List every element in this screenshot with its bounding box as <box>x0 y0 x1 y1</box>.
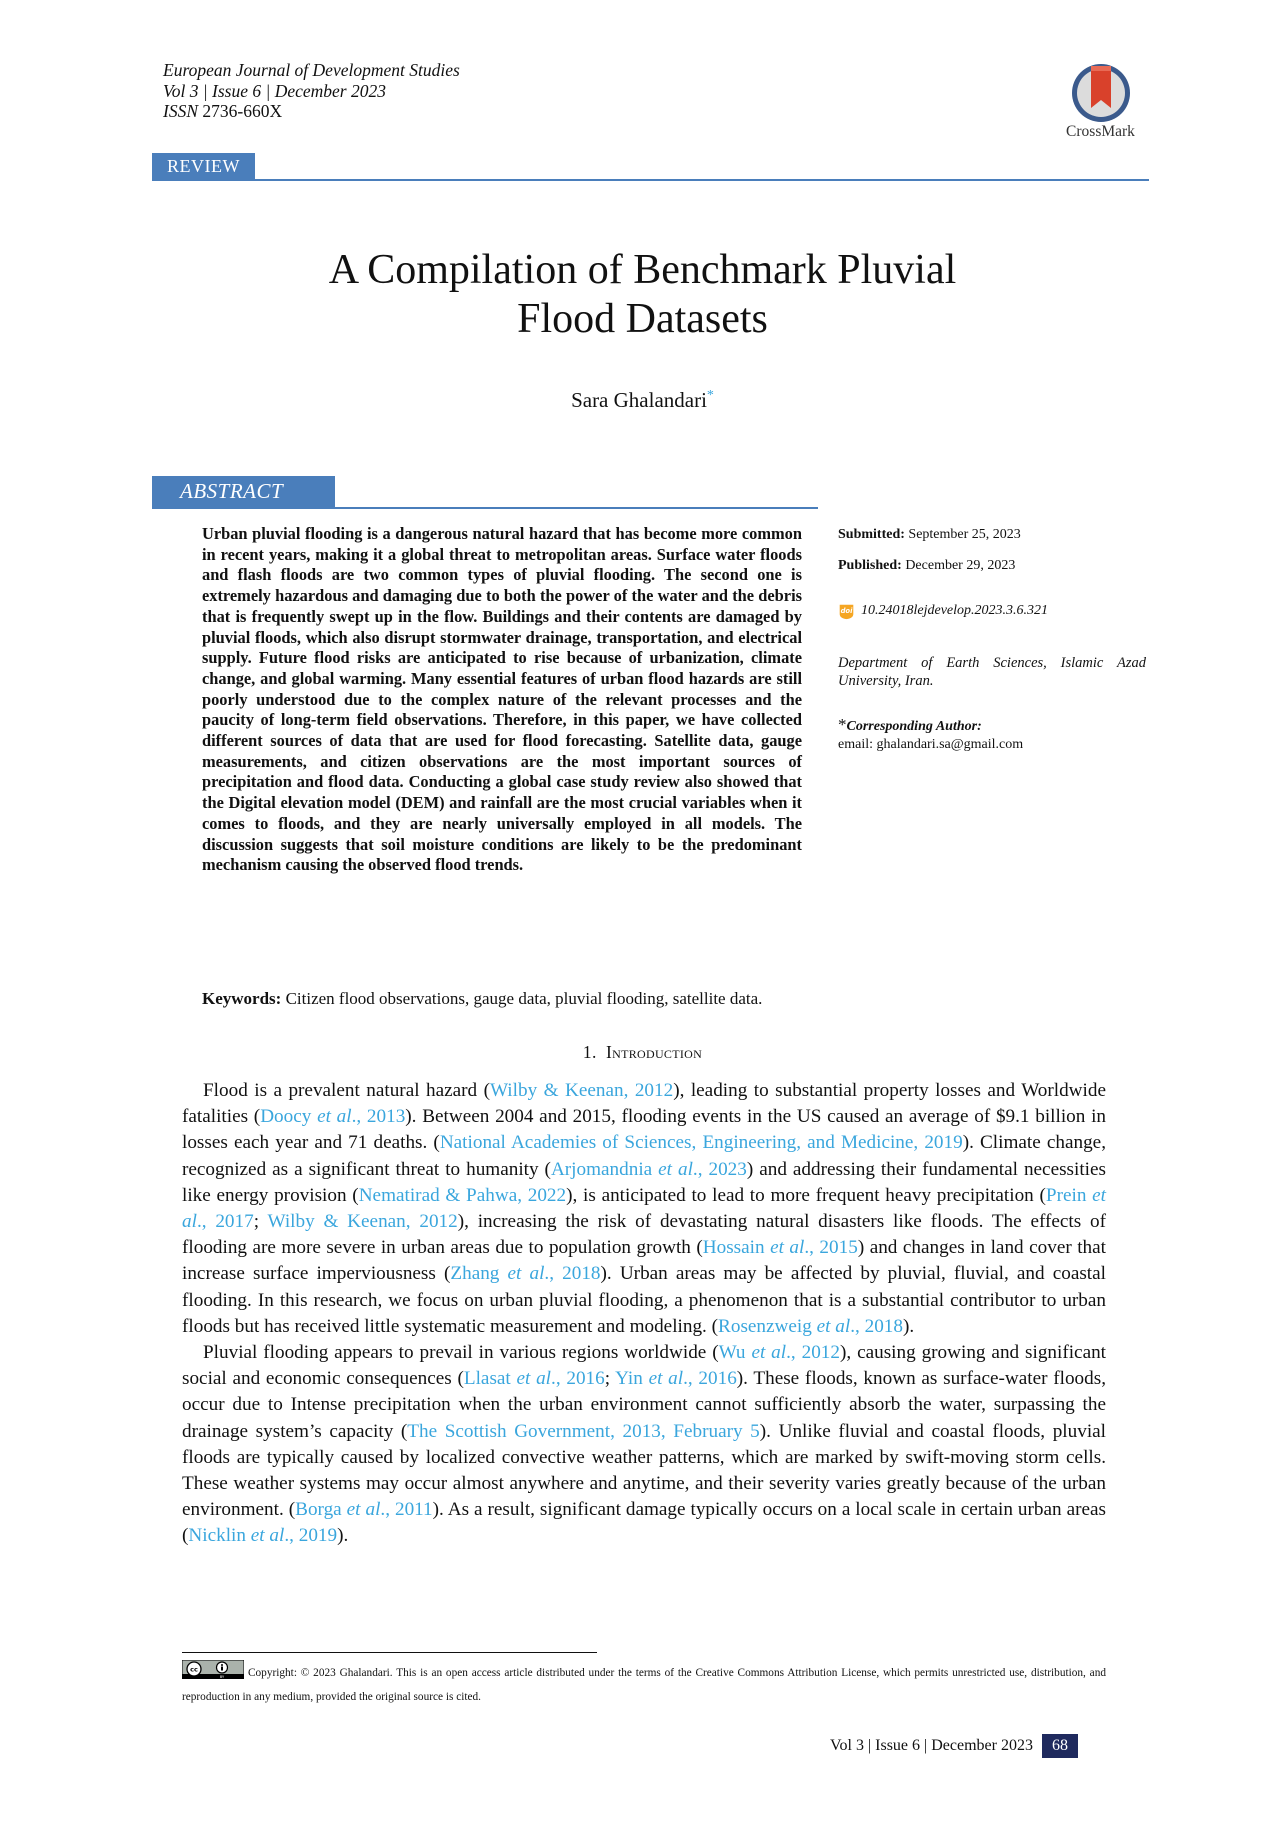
citation-link[interactable]: ., 2018 <box>544 1263 601 1285</box>
body-text-run: ), leading to substantial property losses and Worldwide fatalities ( <box>182 1080 1106 1128</box>
body-text-run: ). Urban areas may be affected by pluvial, fluvial, and coastal flooding. In this research, we focus on urban pluvial flooding, a phenomenon that is a substantial contributor to urban floods but has received little systematic measurement and modeling. ( <box>182 1263 1106 1337</box>
citation-link[interactable]: The Scottish Government, 2013, February 5 <box>407 1420 760 1442</box>
published-value: December 29, 2023 <box>905 558 1016 573</box>
body-text-run: Flood is a prevalent natural hazard ( <box>203 1080 490 1101</box>
citation-link[interactable]: et al <box>770 1237 805 1259</box>
citation-link[interactable]: Borga <box>295 1499 347 1521</box>
citation-link[interactable]: ., 2016 <box>683 1368 737 1390</box>
citation-link[interactable]: Zhang <box>450 1263 508 1285</box>
svg-text:doi: doi <box>840 606 853 615</box>
section-heading <box>0 1042 1285 1063</box>
citation-link[interactable]: et al <box>317 1106 352 1128</box>
citation-link[interactable]: ., 2023 <box>692 1158 747 1180</box>
citation-link[interactable]: National Academies of Sciences, Engineering, and Medicine, 2019 <box>439 1132 963 1154</box>
published-date <box>838 557 1015 575</box>
section-title: Introduction <box>606 1042 703 1062</box>
citation-link[interactable]: Wilby & Keenan, 2012 <box>267 1211 458 1233</box>
title-line-1: A Compilation of Benchmark Pluvial <box>328 247 957 293</box>
doi-value[interactable]: 10.24018lejdevelop.2023.3.6.321 <box>861 603 1049 618</box>
crossmark-label: CrossMark <box>1066 123 1135 140</box>
citation-link[interactable]: et al <box>751 1342 787 1364</box>
citation-link[interactable]: Arjomandnia <box>550 1158 659 1180</box>
keywords-list: Citizen flood observations, gauge data, pluvial flooding, satellite data. <box>285 989 763 1008</box>
body-text-run: ). <box>902 1315 915 1337</box>
email-address[interactable]: ghalandari.sa@gmail.com <box>876 737 1024 752</box>
abstract-heading: ABSTRACT <box>152 476 335 507</box>
body-text-run: ), increasing the risk of devastating natural disasters like floods. The effects of flooding are more severe in urban areas due to population growth ( <box>182 1211 1107 1259</box>
citation-link[interactable]: Rosenzweig <box>718 1315 817 1337</box>
keywords-label: Keywords: <box>202 989 282 1008</box>
citation-link[interactable]: Wilby & Keenan, 2012 <box>489 1080 674 1101</box>
article-title <box>0 246 1285 344</box>
section-number: 1. <box>582 1042 597 1062</box>
article-type-bar <box>152 153 1149 181</box>
citation-link[interactable]: et al <box>648 1368 684 1390</box>
body-text-run: ; <box>604 1368 616 1390</box>
submitted-label: Submitted: <box>838 527 905 542</box>
citation-link[interactable]: ., 2016 <box>551 1368 605 1390</box>
body-text-run: ; <box>253 1211 268 1233</box>
citation-link[interactable]: ., 2018 <box>850 1315 903 1337</box>
submitted-date <box>838 526 1021 544</box>
crossmark-icon <box>1070 62 1132 124</box>
crossmark-badge[interactable] <box>1053 62 1148 140</box>
citation-link[interactable]: et al <box>658 1158 693 1180</box>
citation-link[interactable]: et al <box>182 1184 1106 1233</box>
page-footer <box>830 1734 1078 1758</box>
keywords <box>202 988 802 1009</box>
footnote-rule <box>182 1652 597 1653</box>
citation-link[interactable]: Nicklin <box>188 1525 251 1547</box>
license-text: Copyright: © 2023 Ghalandari. This is an open access article distributed under the terms of the Creative Commons Attribution License, which permits unrestricted use, distribution, and reproduction in any medium, provided the original source is cited. <box>182 1667 1106 1703</box>
corresponding-label: Corresponding Author: <box>846 719 982 734</box>
body-text-run: ). Unlike fluvial and coastal floods, pluvial floods are typically caused by localized convective weather patterns, which are marked by swift-moving storm cells. These weather systems may occur almost anywhere and anytime, and their severity varies greatly because of the urban environment. ( <box>182 1420 1106 1521</box>
body-text-run: ). As a result, significant damage typically occurs on a local scale in certain urban areas ( <box>182 1499 1106 1547</box>
email-label: email: <box>838 737 873 752</box>
issn-number: 2736-660X <box>202 101 283 121</box>
published-label: Published: <box>838 558 902 573</box>
svg-text:BY: BY <box>219 1675 225 1679</box>
corresponding-author-mark[interactable]: * <box>706 388 714 403</box>
body-paragraph <box>182 1340 1106 1550</box>
citation-link[interactable]: et al <box>346 1499 381 1521</box>
body-text-run: ). Climate change, recognized as a significant threat to humanity ( <box>182 1132 1107 1180</box>
journal-name: European Journal of Development Studies <box>163 60 460 80</box>
doi-icon <box>838 603 855 620</box>
citation-link[interactable]: Hossain <box>702 1237 771 1259</box>
issn-label: ISSN <box>163 101 198 121</box>
footer-issue-line: Vol 3 | Issue 6 | December 2023 <box>830 1737 1033 1754</box>
license-footnote <box>182 1660 1106 1709</box>
citation-link[interactable]: Yin <box>615 1368 649 1390</box>
citation-link[interactable]: Llasat <box>463 1368 517 1390</box>
citation-link[interactable]: Wu <box>718 1342 752 1364</box>
journal-header <box>163 60 460 122</box>
author-name: Sara Ghalandari <box>571 388 707 412</box>
citation-link[interactable]: ., 2011 <box>380 1499 433 1521</box>
doi-link[interactable] <box>838 602 1048 620</box>
citation-link[interactable]: et al <box>816 1315 851 1337</box>
citation-link[interactable]: et al <box>250 1525 285 1547</box>
body-text-run: ) and changes in land cover that increase surface imperviousness ( <box>182 1237 1106 1285</box>
author-line <box>0 388 1285 413</box>
page-number: 68 <box>1042 1734 1078 1758</box>
body-text <box>182 1078 1106 1550</box>
article-type-tag: REVIEW <box>152 153 255 179</box>
body-paragraph <box>182 1078 1106 1340</box>
abstract-bar <box>152 476 818 509</box>
author-affiliation: Department of Earth Sciences, Islamic Azad University, Iran. <box>838 655 1146 689</box>
abstract-text: Urban pluvial flooding is a dangerous natural hazard that has become more common in recent years, making it a global threat to metropolitan areas. Surface water floods and flash floods are two common types of pluvial flooding. The second one is extremely hazardous and damaging due to both the power of the water and the debris that is frequently swept up in the flow. Buildings and their contents are damaged by pluvial floods, which also disrupt stormwater drainage, transportation, and electrical supply. Future flood risks are anticipated to rise because of urbanization, climate change, and global warming. Many essential features of urban flood hazards are still poorly understood due to the complex nature of the relevant processes and the paucity of long-term field observations. Therefore, in this paper, we have collected different sources of data that are used for flood forecasting. Satellite data, gauge measurements, and citizen observations are the most important sources of precipitation and flood data. Conducting a global case study review also showed that the Digital elevation model (DEM) and rainfall are the most crucial variables when it comes to floods, and they are nearly universally employed in all models. The discussion suggests that soil moisture conditions are likely to be the predominant mechanism causing the observed flood trends. <box>202 524 802 875</box>
svg-text:cc: cc <box>190 1665 198 1674</box>
body-text-run: ). Between 2004 and 2015, flooding events in the US caused an average of $9.1 billion in losses each year and 71 deaths. ( <box>182 1106 1107 1154</box>
citation-link[interactable]: et al <box>507 1263 545 1285</box>
citation-link[interactable]: ., 2017 <box>196 1211 254 1233</box>
body-text-run: ). These floods, known as surface-water floods, occur due to Intense precipitation when the urban environment cannot sufficiently absorb the water, surpassing the drainage system’s capacity ( <box>182 1368 1107 1442</box>
citation-link[interactable]: Nematirad & Pahwa, 2022 <box>358 1184 567 1206</box>
journal-volume-issue: Vol 3 | Issue 6 | December 2023 <box>163 80 386 101</box>
body-text-run: Pluvial flooding appears to prevail in various regions worldwide ( <box>203 1342 719 1364</box>
body-text-run: ) and addressing their fundamental necessities like energy provision ( <box>182 1158 1106 1206</box>
citation-link[interactable]: et al <box>516 1368 552 1390</box>
body-text-run: ). <box>337 1525 349 1547</box>
body-text-run: ), is anticipated to lead to more frequent heavy precipitation ( <box>566 1184 1046 1206</box>
citation-link[interactable]: Prein <box>1045 1184 1093 1206</box>
citation-link[interactable]: ., 2012 <box>786 1342 840 1364</box>
citation-link[interactable]: ., 2015 <box>804 1237 858 1259</box>
cc-by-icon[interactable] <box>182 1660 244 1679</box>
citation-link[interactable]: ., 2013 <box>351 1106 406 1128</box>
title-line-2: Flood Datasets <box>517 296 768 342</box>
journal-issn <box>163 101 460 122</box>
citation-link[interactable]: Doocy <box>260 1106 318 1128</box>
body-text-run: ), causing growing and significant social and economic consequences ( <box>182 1342 1107 1390</box>
submitted-value: September 25, 2023 <box>908 527 1021 542</box>
citation-link[interactable]: ., 2019 <box>284 1525 338 1547</box>
corresponding-asterisk: * <box>838 715 847 734</box>
corresponding-author <box>838 716 1023 754</box>
